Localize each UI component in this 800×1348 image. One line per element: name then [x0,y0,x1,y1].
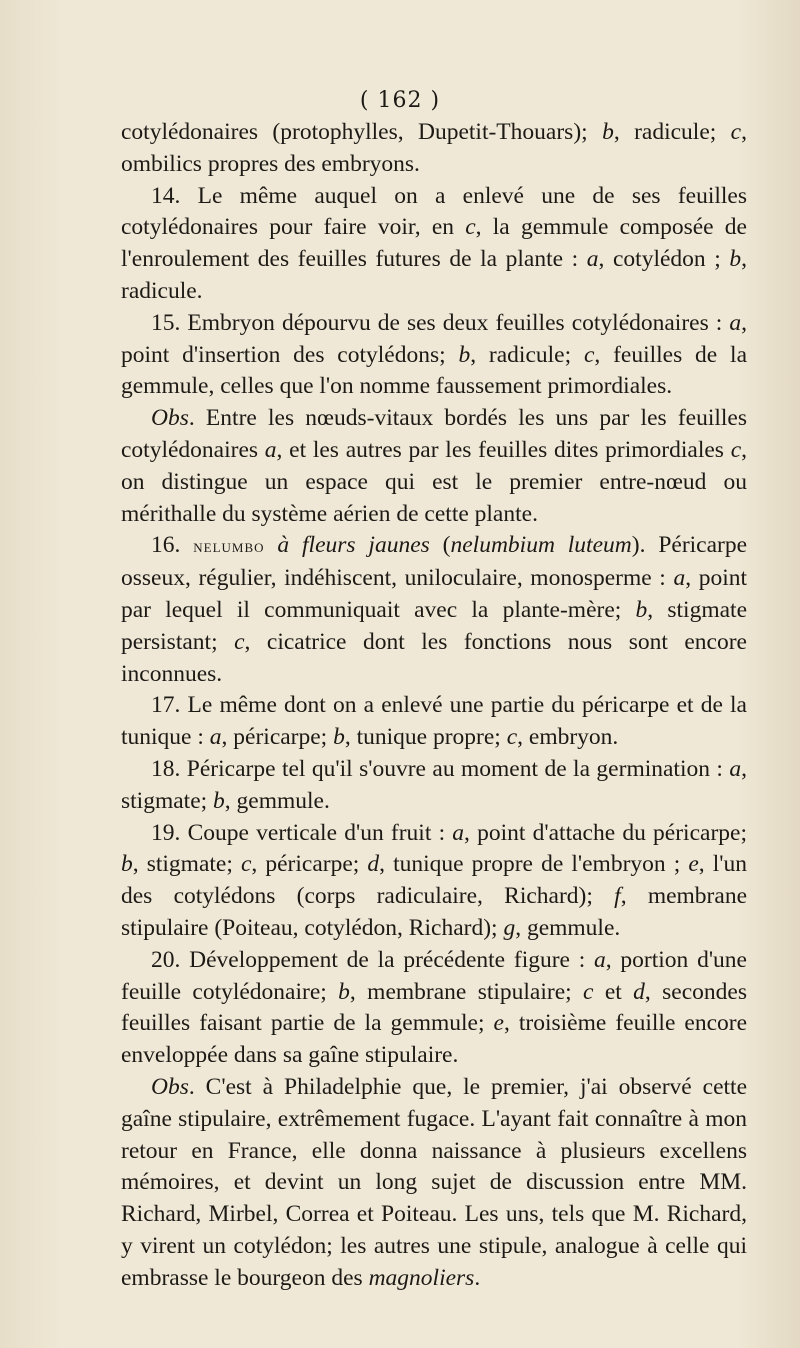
paragraph-15: 15. Embryon dépourvu de ses deux feuilles cotylédonaires : a, point d'insertion des cotylédons; b, radicule; c, feuilles de la gemmule, celles que l'on nomme faussement primordiales. [121,309,748,400]
paragraph-14: 14. Le même auquel on a enlevé une de ses feuilles cotylédonaires pour faire voir, en c, la gemmule composée de l'enroulement des feuilles futures de la plante : a, cotylédon ; b, radicule. [121,182,747,304]
genus-name: nelumbo [193,536,265,558]
page-number: ( 162 ) [359,88,441,113]
paragraph-continuation: cotylédonaires (protophylles, Dupetit-Thouars); b, radicule; c, ombilics propres des embryons. [121,119,747,177]
paragraph-19: 19. Coupe verticale d'un fruit : a, point d'attache du péricarpe; b, stigmate; c, péricarpe; d, tunique propre de l'embryon ; e, l'un des cotylédons (corps radiculaire, Richard); f, membrane stipulaire (Poiteau, cotylédon, Richard); g, gemmule. [121,819,748,941]
observation-2: Obs. C'est à Philadelphie que, le premier, j'ai observé cette gaîne stipulaire, extrêmement fugace. L'ayant fait connaître à mon retour en France, elle donna naissance à plusieurs excellens mémoires, et devint un long sujet de discussion entre MM. Richard, Mirbel, Correa et Poiteau. Les uns, tels que M. Richard, y virent un cotylédon; les autres une stipule, analogue à celle qui embrasse le bourgeon des magnoliers. [121,1073,747,1291]
paragraph-17: 17. Le même dont on a enlevé une partie du péricarpe et de la tunique : a, péricarpe; b, tunique propre; c, embryon. [121,692,747,751]
observation-1: Obs. Entre les nœuds-vitaux bordés les uns par les feuilles cotylédonaires a, et les autres par les feuilles dites primordiales c, on distingue un espace qui est le premier entre-nœud ou mérithalle du système aérien de cette plante. [121,405,747,527]
paragraph-20: 20. Développement de la précédente figure : a, portion d'une feuille cotylédonaire; b, membrane stipulaire; c et d, secondes feuilles faisant partie de la gemmule; e, troisième feuille encore enveloppée dans sa gaîne stipulaire. [121,946,748,1069]
paragraph-18: 18. Péricarpe tel qu'il s'ouvre au moment de la germination : a, stigmate; b, gemmule. [121,755,747,814]
body-text [121,117,747,1294]
paragraph-16: 16. nelumbo à fleurs jaunes (nelumbium luteum). Péricarpe osseux, régulier, indéhiscent, uniloculaire, monosperme : a, point par lequel il communiquait avec la plante-mère; b, stigmate persistant; c, cicatrice dont les fonctions nous sont encore inconnues. [121,532,748,687]
